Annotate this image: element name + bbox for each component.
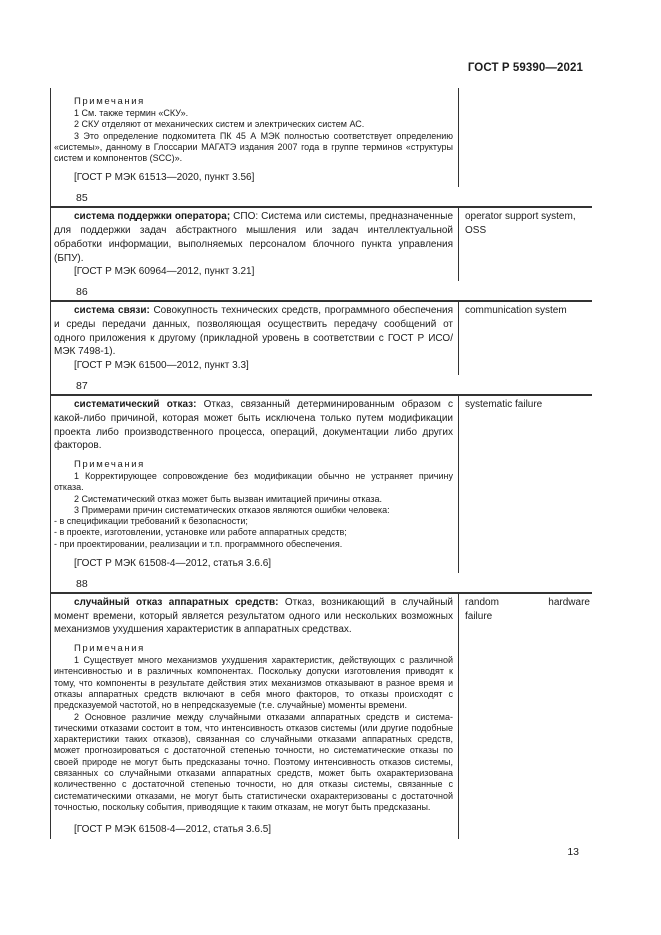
entry-number: 88 [76, 578, 88, 590]
entry-86-main [51, 302, 459, 375]
english-equivalent: systematic failure [465, 399, 543, 411]
term: система связи: [74, 305, 150, 317]
entry-number: 86 [76, 286, 88, 299]
definition-text: Отказ, связанный детерминированным образом с какой-либо причиной, которая может быть исключена только путем модификации проекта либо производственного процесса, операций, документации либо других факторов. [54, 399, 453, 452]
entry-87-main [51, 396, 459, 573]
note: 2 Основное различие между случайными отказами аппаратных средств и систематическими отказами состоит в том, что интенсивность отказов системы (или другие подобные характеристики таких отказов), связанная со случайными отказами аппаратных средств, может прогнозироваться с достаточной степенью точности, но систематические отказы по своей природе не могут быть предсказаны точно. Поэтому интенсивность отказов системы, связанных со случайными отказами аппаратных средств, может быть охарактеризована количественно с достаточной степенью точности, но для отказы системы, связанные с систематическими отказами, не могут быть статистически охарактеризованы с достаточной точностью, поскольку события, приводящие к таким отказам, не могут быть предсказаны. [54, 711, 453, 812]
document-code: ГОСТ Р 59390—2021 [467, 62, 583, 74]
definition [54, 596, 453, 637]
note-list-item: - в проекте, изготовлении, установке или работе аппаратных средств; [54, 527, 347, 538]
note: 3 Примерами причин систематических отказов являются ошибки человека: [74, 504, 390, 515]
entry-number: 87 [76, 380, 88, 393]
source-reference: [ГОСТ Р МЭК 61500—2012, пункт 3.3] [74, 360, 249, 372]
english-line [465, 596, 590, 610]
terms-table [50, 88, 592, 839]
term-entry-88 [51, 592, 592, 839]
term: система поддержки оператора; [74, 211, 231, 223]
definition-text: Отказ, возникающий в случайный момент времени, который является результатом одного или нескольких возможных механизмов ухудшения характеристик в аппаратных средствах. [54, 597, 453, 636]
source-reference: [ГОСТ Р МЭК 61508-4—2012, статья 3.6.6] [74, 558, 272, 569]
entry-84-english [459, 88, 592, 187]
english-word: hardware [548, 597, 590, 608]
source-reference: [ГОСТ Р МЭК 60964—2012, пункт 3.21] [74, 266, 255, 278]
note-list-item: - в спецификации требований к безопасности; [54, 516, 248, 527]
english-equivalent: communication system [465, 305, 567, 317]
entry-84-main [51, 88, 459, 187]
note: 2 СКУ отделяют от механических систем и электрических систем АС. [74, 119, 365, 130]
notes-title: Примечания [74, 458, 145, 470]
entry-number: 85 [76, 192, 88, 205]
term: случайный отказ аппаратных средств: [74, 597, 279, 608]
english-equivalent: operator support system, OSS [465, 211, 576, 237]
notes-title: Примечания [74, 643, 145, 655]
note: 1 Существует много механизмов ухудшения характеристик, действующих с различной интенсивностью и в различных компонентах. Поскольку допуски изготовления приводят к тому, что компоненты в результате действия этих механизмов отказывают в разное время и отказы аппаратных средств включают в себя много факторов, то отказы происходят с предсказуемой частотой, но в непредсказуемые (т.е. случайные) моменты времени. [54, 655, 453, 711]
term-entry-84 [51, 88, 592, 187]
definition [54, 398, 453, 453]
term-entry-87 [51, 394, 592, 573]
source-reference: [ГОСТ Р МЭК 61508-4—2012, статья 3.6.5] [74, 824, 272, 836]
term: систематический отказ: [74, 399, 197, 411]
note: 1 Корректирующее сопровождение без модификации обычно не устраняет причину отказа. [54, 470, 453, 493]
definition [54, 304, 453, 359]
definition [54, 210, 453, 265]
entry-85-main [51, 208, 459, 281]
entry-88-main [51, 594, 459, 839]
english-line: failure [465, 610, 493, 622]
page-number: 13 [567, 846, 579, 858]
definition-text: Совокупность технических средств, программного обеспечения и среды передачи данных, позволяющая осуществить передачу сообщений от одного приложения к другому (прикладной уровень в соответствии с ГОСТ Р ИСО/МЭК 7498-1). [54, 305, 453, 358]
note-list-item: - при проектировании, реализации и т.п. программного обеспечения. [54, 538, 343, 549]
note: 1 См. также термин «СКУ». [74, 108, 189, 118]
source-reference: [ГОСТ Р МЭК 61513—2020, пункт 3.56] [74, 172, 255, 184]
english-word: random [465, 597, 499, 608]
english-equivalent [459, 594, 592, 839]
notes-title: Примечания [74, 96, 145, 107]
note: 3 Это определение подкомитета ПК 45 А МЭК полностью соответствует определению «системы», данному в Глоссарии МАГАТЭ издания 2007 года в группе терминов «структуры систем и компонентов (SCC)». [54, 130, 453, 164]
definition-text: СПО: Система или системы, предназначенные для поддержки задач абстрактного мышления или задач интеллектуальной обработки информации, выполняемых персоналом блочного пункта управления (БПУ). [54, 211, 453, 264]
term-entry-86 [51, 300, 592, 375]
note: 2 Систематический отказ может быть вызван имитацией причины отказа. [74, 493, 383, 504]
term-entry-85 [51, 206, 592, 281]
